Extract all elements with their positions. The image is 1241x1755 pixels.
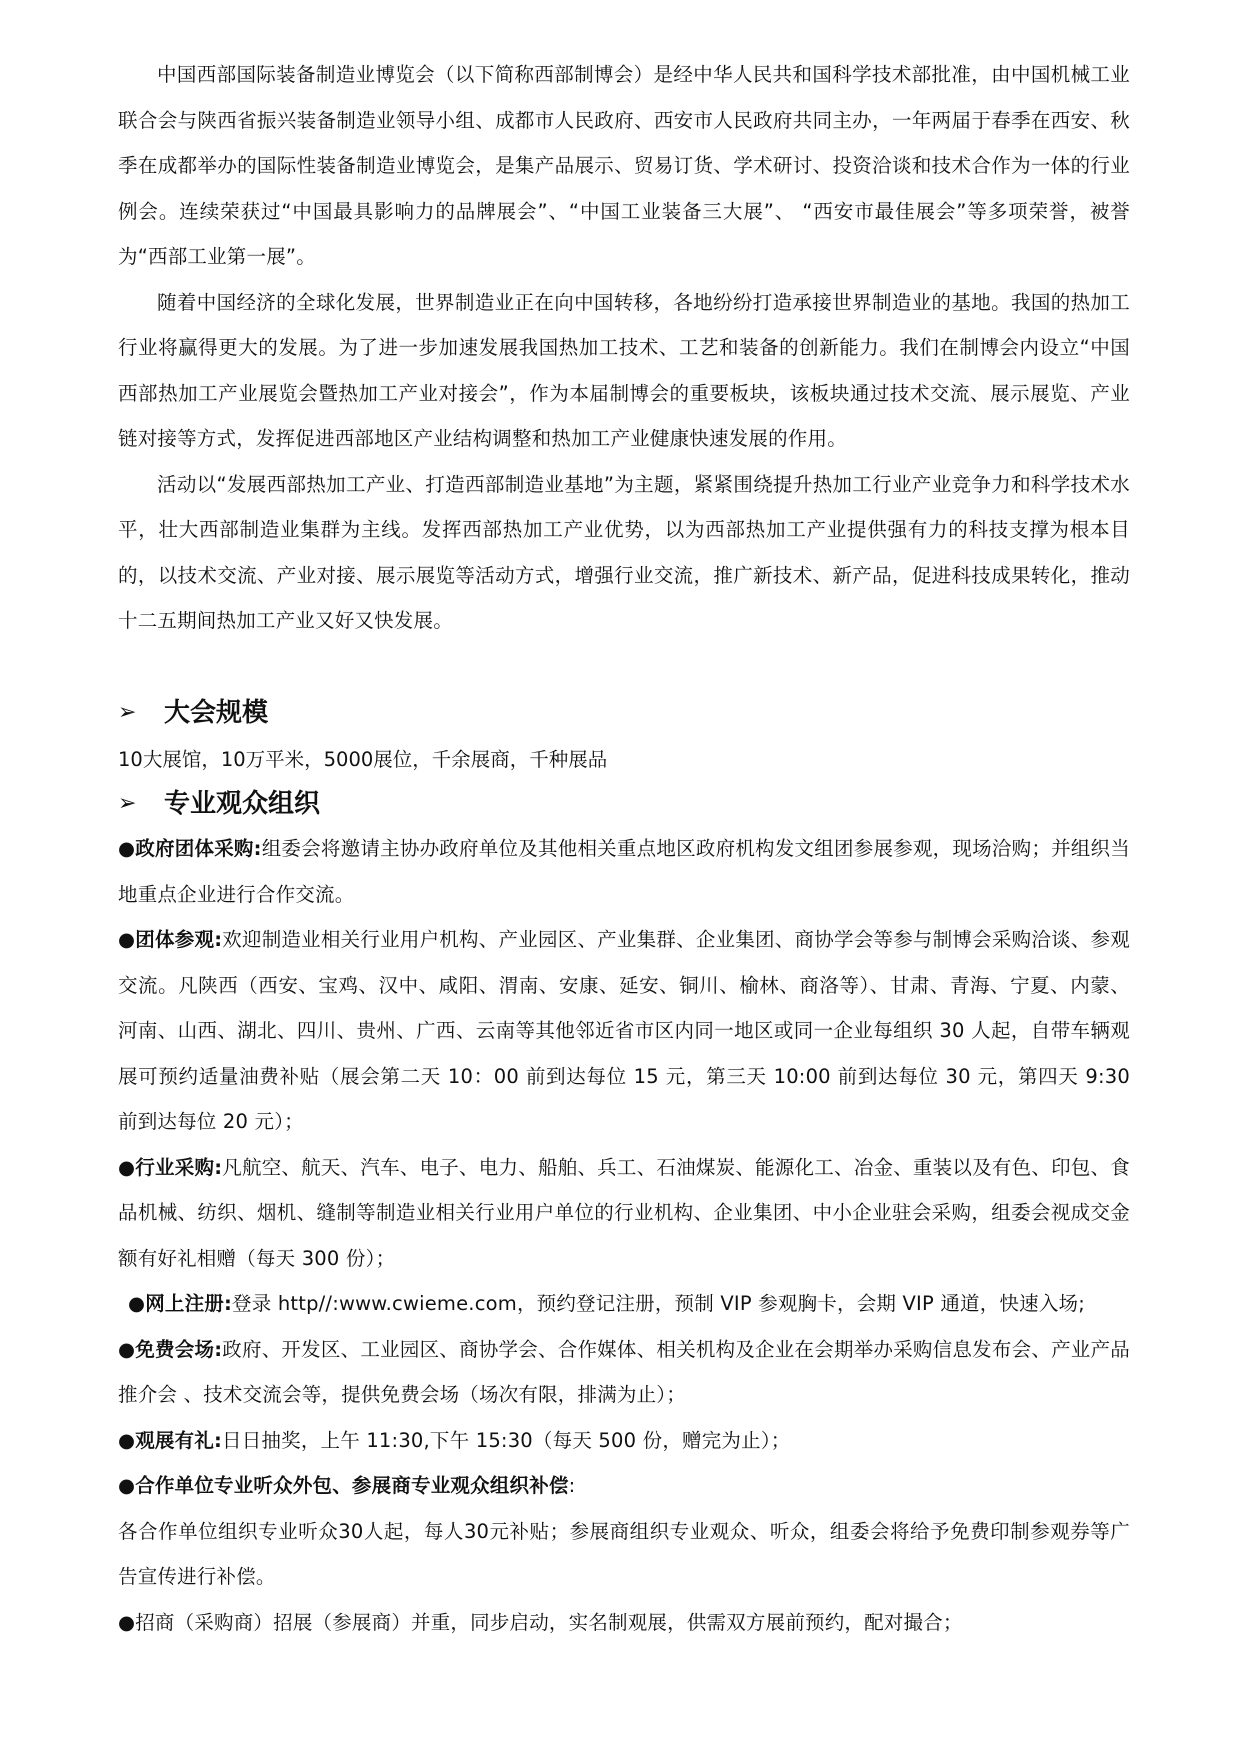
bullet-icon: ● [118, 1337, 136, 1361]
bullet-icon: ● [118, 837, 136, 860]
item-label: 网上注册: [145, 1292, 233, 1315]
item-text: 日日抽奖，上午 11:30,下午 15:30（每天 500 份，赠完为止）； [222, 1428, 791, 1452]
item-label: 免费会场: [135, 1337, 223, 1361]
section-heading-scale [118, 693, 268, 733]
list-item [118, 1509, 1130, 1600]
item-text: 组委会将邀请主协办政府单位及其他相关重点地区政府机构发文组团参展参观，现场洽购；并组织当地重点企业进行合作交流。 [118, 837, 1130, 906]
item-label: 合作单位专业听众外包、参展商专业观众组织补偿 [135, 1474, 569, 1497]
list-item [118, 1418, 1130, 1464]
item-text: : [568, 1474, 576, 1497]
list-item [118, 1281, 1130, 1327]
bullet-icon: ● [118, 1155, 136, 1179]
intro-section [118, 52, 1130, 644]
bullet-icon: ● [118, 1474, 136, 1497]
list-item [118, 1600, 1130, 1646]
intro-paragraph-3: 活动以“发展西部热加工产业、打造西部制造业基地”为主题，紧紧围绕提升热加工行业产业竞争力和科学技术水平，壮大西部制造业集群为主线。发挥西部热加工产业优势，以为西部热加工产业提供强有力的科技支撑为根本目的，以技术交流、产业对接、展示展览等活动方式，增强行业交流，推广新技术、新产品，促进科技成果转化，推动十二五期间热加工产业又好又快发展。 [118, 472, 1130, 632]
item-text: 各合作单位组织专业听众30人起，每人30元补贴；参展商组织专业观众、听众，组委会将给予免费印制参观券等广告宣传进行补偿。 [118, 1519, 1130, 1588]
arrow-bullet-icon: ➢ [118, 791, 137, 816]
item-label: 观展有礼: [135, 1428, 223, 1452]
bullet-icon: ● [118, 928, 136, 951]
bullet-icon: ● [118, 1610, 136, 1634]
section-heading-audience [118, 784, 320, 824]
list-item [118, 826, 1130, 917]
list-item [118, 1463, 1130, 1509]
list-item [118, 1327, 1130, 1418]
intro-paragraph-2: 随着中国经济的全球化发展，世界制造业正在向中国转移，各地纷纷打造承接世界制造业的基地。我国的热加工行业将赢得更大的发展。为了进一步加速发展我国热加工技术、工艺和装备的创新能力。我们在制博会内设立“中国西部热加工产业展览会暨热加工产业对接会”，作为本届制博会的重要板块，该板块通过技术交流、展示展览、产业链对接等方式，发挥促进西部地区产业结构调整和热加工产业健康快速发展的作用。 [118, 290, 1130, 450]
item-label: 政府团体采购: [135, 837, 262, 860]
item-label: 行业采购: [135, 1155, 223, 1179]
item-text: 凡航空、航天、汽车、电子、电力、船舶、兵工、石油煤炭、能源化工、冶金、重装以及有色、印包、食品机械、纺织、烟机、缝制等制造业相关行业用户单位的行业机构、企业集团、中小企业驻会采购，组委会视成交金额有好礼相赠（每天 300 份）； [118, 1155, 1130, 1270]
arrow-bullet-icon: ➢ [118, 700, 137, 725]
item-text: 招商（采购商）招展（参展商）并重，同步启动，实名制观展，供需双方展前预约，配对撮合； [135, 1610, 963, 1634]
bullet-icon: ● [118, 1428, 136, 1452]
list-item [118, 917, 1130, 1145]
intro-paragraph-1: 中国西部国际装备制造业博览会（以下简称西部制博会）是经中华人民共和国科学技术部批准，由中国机械工业联合会与陕西省振兴装备制造业领导小组、成都市人民政府、西安市人民政府共同主办，一年两届于春季在西安、秋季在成都举办的国际性装备制造业博览会，是集产品展示、贸易订货、学术研讨、投资洽谈和技术合作为一体的行业例会。连续荣获过“中国最具影响力的品牌展会”、“中国工业装备三大展”、 “西安市最佳展会”等多项荣誉，被誉为“西部工业第一展”。 [118, 63, 1130, 268]
list-item [118, 1145, 1130, 1282]
item-text: 欢迎制造业相关行业用户机构、产业园区、产业集群、企业集团、商协学会等参与制博会采购洽谈、参观交流。凡陕西（西安、宝鸡、汉中、咸阳、渭南、安康、延安、铜川、榆林、商洛等）、甘肃、青海、宁夏、内蒙、河南、山西、湖北、四川、贵州、广西、云南等其他邻近省市区内同一地区或同一企业每组织 30 人起，自带车辆观展可预约适量油费补贴（展会第二天 10：00 前到达每位 15 元，第三天 10:00 前到达每位 30 元，第四天 9:30 前到达每位 20 元）； [118, 928, 1130, 1133]
section-title-scale: 大会规模 [164, 698, 269, 728]
item-text: 政府、开发区、工业园区、商协学会、合作媒体、相关机构及企业在会期举办采购信息发布会、产业产品推介会 、技术交流会等，提供免费会场（场次有限，排满为止）； [118, 1337, 1130, 1406]
item-label: 团体参观: [135, 928, 223, 951]
section-title-audience: 专业观众组织 [164, 789, 321, 819]
bullet-icon: ● [128, 1292, 146, 1315]
scale-text: 10大展馆，10万平米，5000展位，千余展商，千种展品 [118, 748, 608, 771]
item-text: 登录 http//:www.cwieme.com，预约登记注册，预制 VIP 参观胸卡，会期 VIP 通道，快速入场; [232, 1292, 1086, 1315]
audience-list [118, 826, 1130, 1645]
